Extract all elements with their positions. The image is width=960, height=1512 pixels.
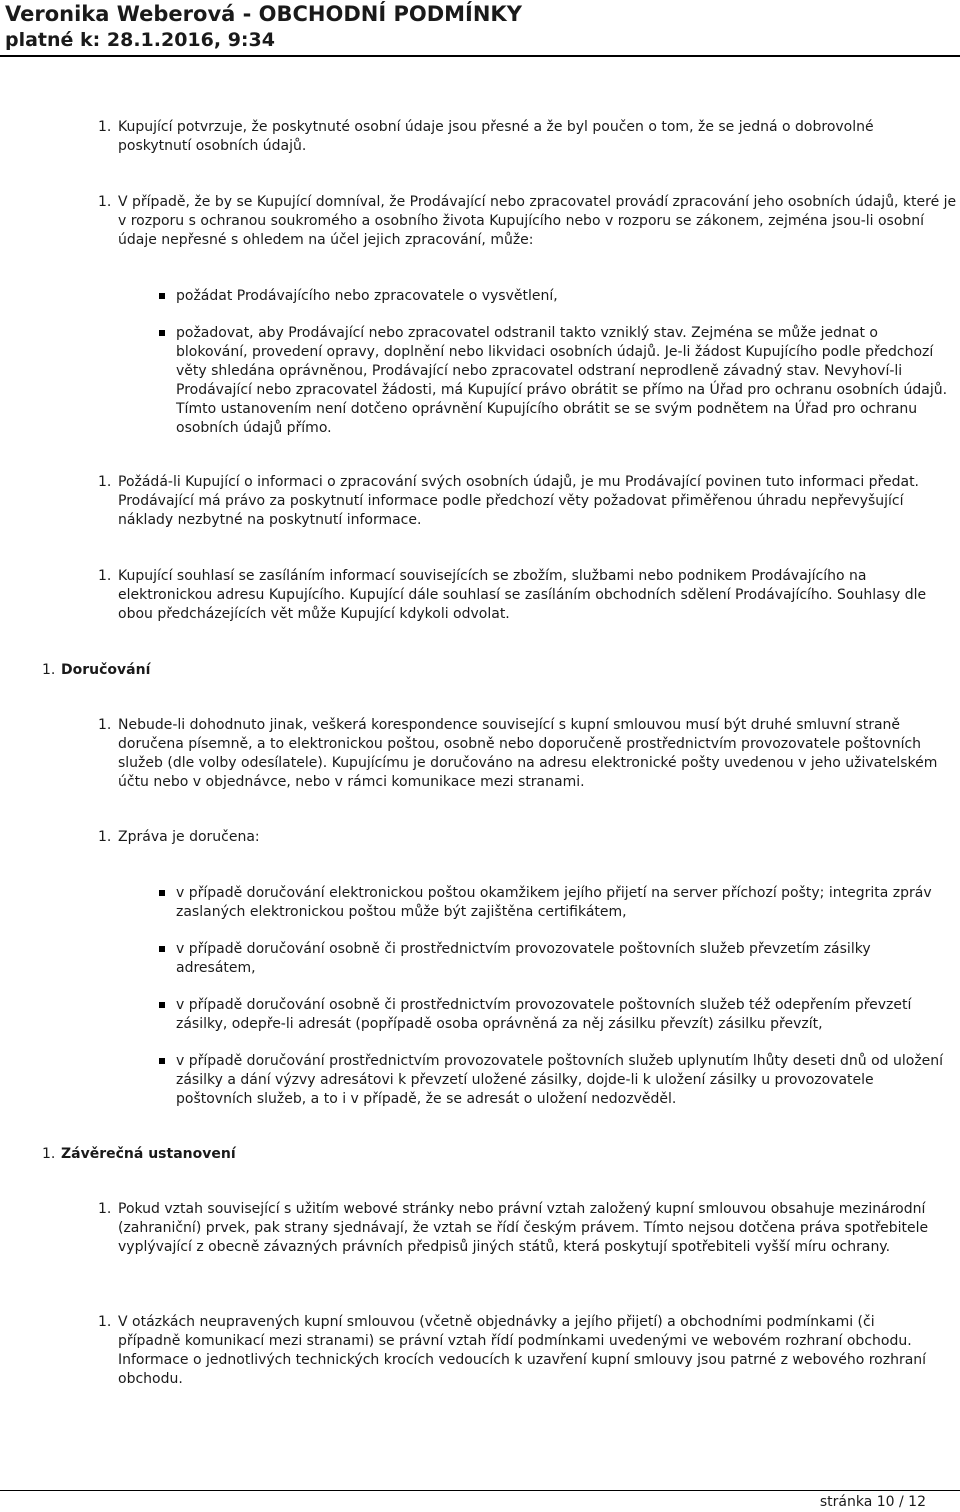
section-heading-delivery: Doručování — [61, 662, 151, 678]
bullet-marker — [159, 1058, 165, 1064]
bullet-marker — [159, 890, 165, 896]
section-number: 1. — [42, 1146, 56, 1162]
document-title: Veronika Weberová - OBCHODNÍ PODMÍNKY — [5, 2, 522, 26]
paragraph-number: 1. — [98, 717, 112, 733]
paragraph-message-delivered: Zpráva je doručena: — [118, 829, 260, 845]
paragraph-number: 1. — [98, 194, 112, 210]
paragraph-number: 1. — [98, 829, 112, 845]
list-item: požádat Prodávajícího nebo zpracovatele o vysvětlení, — [176, 288, 558, 304]
footer-divider — [0, 1490, 960, 1491]
paragraph-unregulated-matters: V otázkách neupravených kupní smlouvou (včetně objednávky a jejího přijetí) a obchodními podmínkami (či případně komunikací mezi stranami) se právní vztah řídí podmínkami uvedenými ve webovém rozhraní obchodu. Informace o jednotlivých technických krocích vedoucích k uzavření kupní smlouvy jsou patrné z webového rozhraní obchodu. — [118, 1314, 927, 1387]
paragraph-correspondence: Nebude-li dohodnuto jinak, veškerá korespondence související s kupní smlouvou musí být druhé smluvní straně doručena písemně, a to elektronickou poštou, osobně nebo doporučeně prostřednictvím provozovatele poštovních služeb (dle volby odesílatele). Kupujícímu je doručováno na adresu elektronické pošty uvedenou v jeho uživatelském účtu nebo v objednávce, nebo v rámci komunikace mezi stranami. — [118, 717, 938, 790]
list-item: v případě doručování osobně či prostřednictvím provozovatele poštovních služeb též odepřením převzetí zásilky, odepře-li adresát (popřípadě osoba oprávněná za něj zásilku převzít) zásilku převzít, — [176, 997, 912, 1032]
list-item: v případě doručování prostřednictvím provozovatele poštovních služeb uplynutím lhůty deseti dnů od uložení zásilky a dání výzvy adresátovi k převzetí uložené zásilky, dojde-li k uložení zásilky u provozovatele poštovních služeb, a to i v případě, že se adresát o uložení nedozvěděl. — [176, 1053, 944, 1107]
paragraph-information-request: Požádá-li Kupující o informaci o zpracování svých osobních údajů, je mu Prodávající povinen tuto informaci předat. Prodávající má právo za poskytnutí informace podle předchozí věty požadovat přiměřenou úhradu nepřevyšující náklady nezbytné na poskytnutí informace. — [118, 474, 920, 528]
section-number: 1. — [42, 662, 56, 678]
page-number: stránka 10 / 12 — [819, 1494, 926, 1510]
paragraph-number: 1. — [98, 474, 112, 490]
list-item: v případě doručování osobně či prostřednictvím provozovatele poštovních služeb převzetím zásilky adresátem, — [176, 941, 871, 976]
paragraph-commercial-consent: Kupující souhlasí se zasíláním informací souvisejících se zbožím, službami nebo podnikem Prodávajícího na elektronickou adresu Kupujícího. Kupující dále souhlasí se zasíláním obchodních sdělení Prodávajícího. Souhlasy dle obou předcházejících vět může Kupující kdykoli odvolat. — [118, 568, 927, 622]
paragraph-rights-violation: V případě, že by se Kupující domníval, že Prodávající nebo zpracovatel provádí zpracování jeho osobních údajů, které je v rozporu s ochranou soukromého a osobního života Kupujícího nebo v rozporu se zákonem, zejména jsou-li osobní údaje nepřesné s ohledem na účel jejich zpracování, může: — [118, 194, 957, 248]
bullet-marker — [159, 946, 165, 952]
header-divider — [0, 55, 960, 57]
bullet-marker — [159, 293, 165, 299]
bullet-marker — [159, 330, 165, 336]
paragraph-number: 1. — [98, 568, 112, 584]
document-header — [0, 0, 960, 55]
paragraph-number: 1. — [98, 1201, 112, 1217]
bullet-marker — [159, 1002, 165, 1008]
paragraph-number: 1. — [98, 1314, 112, 1330]
list-item: v případě doručování elektronickou poštou okamžikem jejího přijetí na server příchozí pošty; integrita zpráv zaslaných elektronickou poštou může být zajištěna certifikátem, — [176, 885, 932, 920]
list-item: požadovat, aby Prodávající nebo zpracovatel odstranil takto vzniklý stav. Zejména se může jednat o blokování, provedení opravy, doplnění nebo likvidaci osobních údajů. Je-li žádost Kupujícího podle předchozí věty shledána oprávněnou, Prodávající nebo zpracovatel odstraní neprodleně závadný stav. Nevyhoví-li Prodávající nebo zpracovatel žádosti, má Kupující právo obrátit se přímo na Úřad pro ochranu osobních údajů. Tímto ustanovením není dotčeno oprávnění Kupujícího obrátit se se svým podnětem na Úřad pro ochranu osobních údajů přímo. — [176, 325, 948, 436]
section-heading-final-provisions: Závěrečná ustanovení — [61, 1146, 236, 1162]
paragraph-number: 1. — [98, 119, 112, 135]
paragraph-consent-accuracy: Kupující potvrzuje, že poskytnuté osobní údaje jsou přesné a že byl poučen o tom, že se jedná o dobrovolné poskytnutí osobních údajů. — [118, 119, 874, 154]
validity-date: platné k: 28.1.2016, 9:34 — [5, 29, 275, 51]
paragraph-governing-law: Pokud vztah související s užitím webové stránky nebo právní vztah založený kupní smlouvou obsahuje mezinárodní (zahraniční) prvek, pak strany sjednávají, že vztah se řídí českým právem. Tímto nejsou dotčena práva spotřebitele vyplývající z obecně závazných právních předpisů jiných států, která poskytují spotřebiteli vyšší míru ochrany. — [118, 1201, 929, 1255]
